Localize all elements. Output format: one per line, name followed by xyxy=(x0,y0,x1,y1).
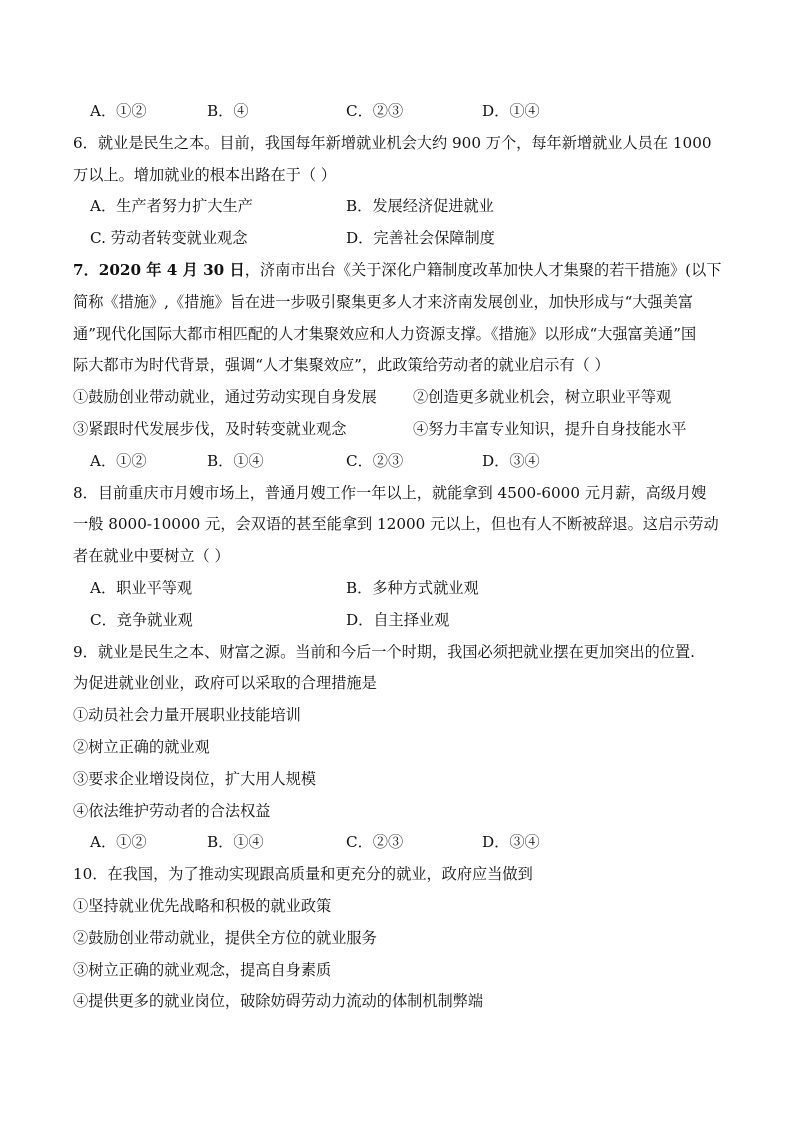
q7-option-b: B．①④ xyxy=(207,451,264,470)
q9-stem-line-2: 为促进就业创业，政府可以采取的合理措施是 xyxy=(73,674,377,693)
q9-statement-1: ①动员社会力量开展职业技能培训 xyxy=(73,706,301,725)
q9-stem-line-1: 9．就业是民生之本、财富之源。当前和今后一个时期，我国必须把就业摆在更加突出的位置. xyxy=(73,642,695,661)
q9-options xyxy=(73,827,723,859)
q7-statement-2: ②创造更多就业机会，树立职业平等观 xyxy=(413,388,672,407)
q7-option-c: C．②③ xyxy=(346,451,404,470)
q5-option-c: C．②③ xyxy=(346,102,404,120)
q7-statements-row-1 xyxy=(73,382,723,414)
q10-statement-1: ①坚持就业优先战略和积极的就业政策 xyxy=(73,896,332,915)
q8-stem-line-2: 一般 8000-10000 元，会双语的甚至能拿到 12000 元以上，但也有人不断被辞退。这启示劳动 xyxy=(73,515,719,534)
q7-options xyxy=(73,446,723,478)
q8-option-b: B．多种方式就业观 xyxy=(346,578,479,597)
q9-statement-2: ②树立正确的就业观 xyxy=(73,737,210,756)
q7-option-d: D．③④ xyxy=(482,451,540,470)
q6-options-row-2 xyxy=(73,223,723,255)
q7-option-a: A．①② xyxy=(90,451,147,470)
q8-options-row-1 xyxy=(73,573,723,605)
q6-option-b: B．发展经济促进就业 xyxy=(346,197,494,216)
q10-statement-3: ③树立正确的就业观念，提高自身素质 xyxy=(73,960,332,979)
q6-stem-line-1: 6．就业是民生之本。目前，我国每年新增就业机会大约 900 万个，每年新增就业人员在 1000 xyxy=(73,133,712,152)
exam-page xyxy=(73,96,723,1018)
q8-option-c: C．竞争就业观 xyxy=(90,610,193,629)
q6-stem-line-2: 万以上。增加就业的根本出路在于（ ） xyxy=(73,165,337,184)
q7-statement-4: ④努力丰富专业知识，提升自身技能水平 xyxy=(413,419,687,438)
q8-options-row-2 xyxy=(73,605,723,637)
q7-statements-row-2 xyxy=(73,414,723,446)
q8-option-a: A．职业平等观 xyxy=(90,578,193,597)
q7-stem-line-1-rest: ，济南市出台《关于深化户籍制度改革加快人才集聚的若干措施》(以下 xyxy=(244,260,722,279)
q6-option-d: D．完善社会保障制度 xyxy=(346,229,495,248)
q6-option-c: C. 劳动者转变就业观念 xyxy=(90,229,248,248)
q6-options-row-1 xyxy=(73,191,723,223)
q8-stem-line-1: 8．目前重庆市月嫂市场上，普通月嫂工作一年以上，就能拿到 4500-6000 元月薪，高级月嫂 xyxy=(73,483,707,502)
q9-option-d: D．③④ xyxy=(482,833,540,852)
q10-stem-line-1: 10．在我国，为了推动实现跟高质量和更充分的就业，政府应当做到 xyxy=(73,865,533,884)
q5-options xyxy=(73,96,723,128)
q9-statement-3: ③要求企业增设岗位，扩大用人规模 xyxy=(73,769,316,788)
q8-option-d: D．自主择业观 xyxy=(346,610,450,629)
q7-date: 7．2020 年 4 月 30 日 xyxy=(73,260,245,279)
q9-statement-4: ④依法维护劳动者的合法权益 xyxy=(73,801,271,820)
q6-option-a: A．生产者努力扩大生产 xyxy=(90,197,253,216)
q7-statement-3: ③紧跟时代发展步伐，及时转变就业观念 xyxy=(73,419,347,438)
q7-statement-1: ①鼓励创业带动就业，通过劳动实现自身发展 xyxy=(73,388,377,407)
q7-stem-line-1 xyxy=(73,255,723,287)
q5-option-d: D．①④ xyxy=(482,102,540,120)
q9-option-b: B．①④ xyxy=(207,833,264,852)
q10-statement-4: ④提供更多的就业岗位，破除妨碍劳动力流动的体制机制弊端 xyxy=(73,992,484,1011)
q9-option-a: A．①② xyxy=(90,833,147,852)
q8-stem-line-3: 者在就业中要树立（ ） xyxy=(73,547,230,566)
q10-statement-2: ②鼓励创业带动就业，提供全方位的就业服务 xyxy=(73,928,377,947)
q9-option-c: C．②③ xyxy=(346,833,404,852)
q7-stem-line-2: 简称《措施》,《措施》旨在进一步吸引聚集更多人才来济南发展创业，加快形成与“大强美富 xyxy=(73,292,694,311)
q5-option-a: A．①② xyxy=(90,102,147,120)
q5-option-b: B．④ xyxy=(207,102,249,120)
q7-stem-line-4: 际大都市为时代背景，强调“人才集聚效应”，此政策给劳动者的就业启示有（ ） xyxy=(73,356,610,375)
q7-stem-line-3: 通”现代化国际大都市相匹配的人才集聚效应和人力资源支撑。《措施》以形成“大强富美通”国 xyxy=(73,324,697,343)
